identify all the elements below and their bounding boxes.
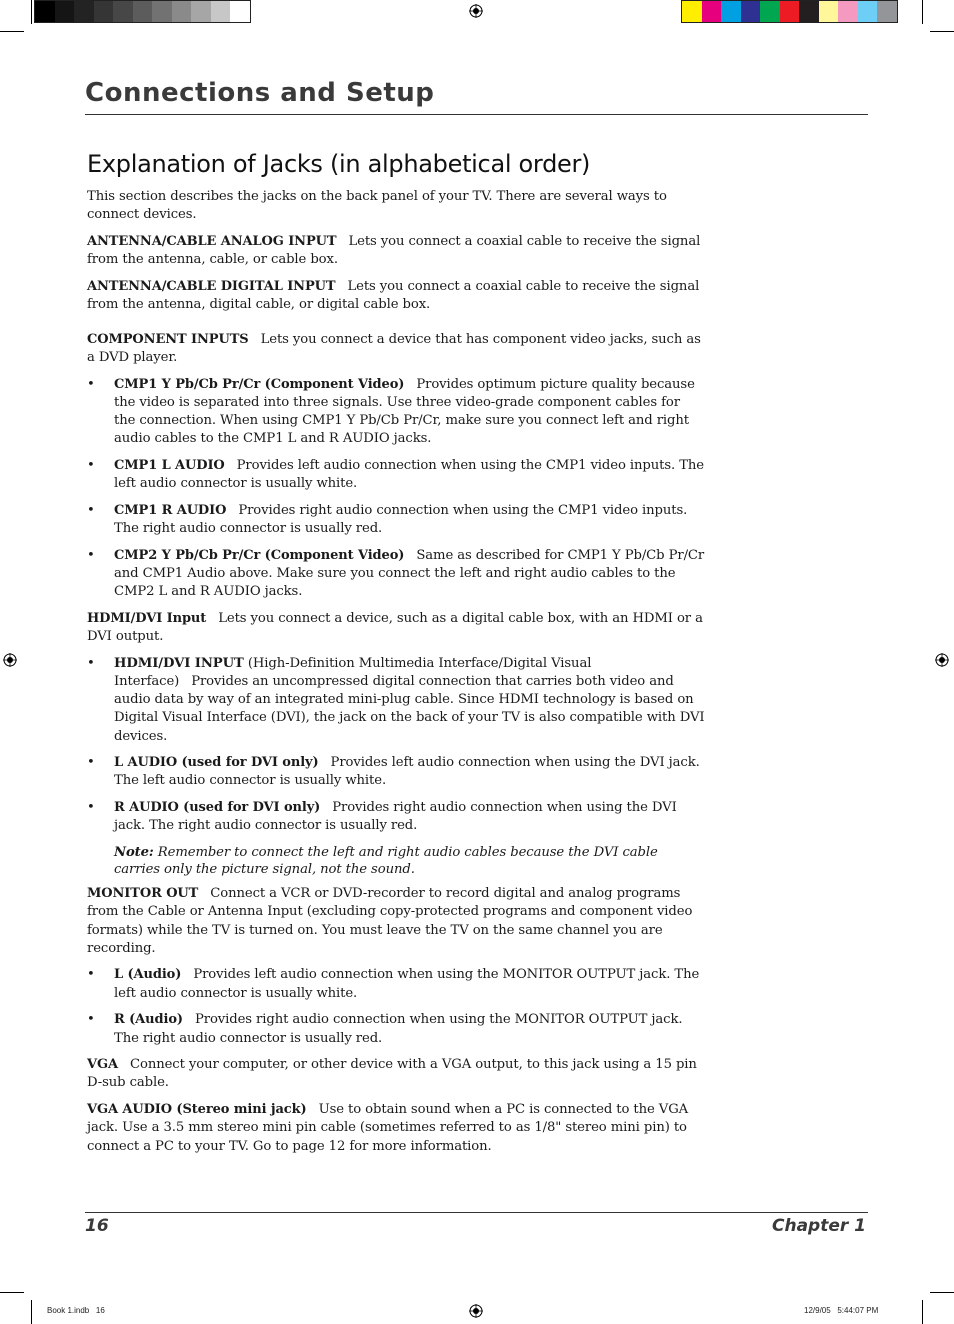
gray-swatch xyxy=(133,1,153,22)
item-text: Same as described for CMP1 Y Pb/Cb Pr/Cr and CMP1 Audio above. Make sure you connect the left and right audio cables to the CMP2 L and R AUDIO jacks. xyxy=(114,547,705,600)
bullet: • xyxy=(87,547,95,563)
monitor-out-entry xyxy=(87,885,705,958)
color-swatch xyxy=(819,1,839,22)
color-swatch xyxy=(741,1,761,22)
color-swatch xyxy=(721,1,741,22)
note-text: Remember to connect the left and right audio cables because the DVI cable carries only the picture signal, not the sound. xyxy=(114,845,658,878)
bullet: • xyxy=(87,457,95,473)
gray-swatch xyxy=(35,1,55,22)
item-term: HDMI/DVI INPUT xyxy=(114,655,244,671)
color-swatch xyxy=(780,1,800,22)
color-swatch xyxy=(858,1,878,22)
crop-mark xyxy=(930,31,954,32)
entry-text: Lets you connect a coaxial cable to receive the signal from the antenna, digital cable, or digital cable box. xyxy=(87,278,700,313)
main-content xyxy=(87,150,705,1164)
header-rule xyxy=(85,114,868,115)
color-swatch xyxy=(702,1,722,22)
footer-chapter-label: Chapter 1 xyxy=(771,1216,866,1236)
component-entry xyxy=(87,331,705,367)
entry-text: Use to obtain sound when a PC is connected to the VGA jack. Use a 3.5 mm stereo mini pin cable (sometimes referred to as 1/8" stereo mini pin) to connect a PC to your TV. Go to page 12 for more information. xyxy=(87,1102,689,1154)
gray-swatch xyxy=(191,1,211,22)
note-label: Note: xyxy=(114,845,154,861)
item-text: Provides left audio connection when using the CMP1 video inputs. The left audio connector is usually white. xyxy=(114,457,704,492)
bullet: • xyxy=(87,800,95,816)
crop-mark xyxy=(922,0,923,24)
crop-mark xyxy=(930,1292,954,1293)
list-item xyxy=(87,966,705,1002)
gray-swatch xyxy=(94,1,114,22)
component-list xyxy=(87,376,705,602)
entry-term: VGA xyxy=(87,1057,118,1073)
hdmi-entry xyxy=(87,610,705,646)
bullet: • xyxy=(87,502,95,518)
page-number: 16 xyxy=(85,1216,109,1236)
bullet: • xyxy=(87,755,95,771)
section-heading: Explanation of Jacks (in alphabetical order) xyxy=(87,150,591,178)
item-term: CMP2 Y Pb/Cb Pr/Cr (Component Video) xyxy=(114,547,405,563)
entry-term: ANTENNA/CABLE DIGITAL INPUT xyxy=(87,278,336,294)
item-text: Provides right audio connection when using the CMP1 video inputs. The right audio connector is usually red. xyxy=(114,502,688,537)
entry-term: VGA AUDIO (Stereo mini jack) xyxy=(87,1102,307,1118)
gray-swatch xyxy=(230,1,250,22)
item-term: R (Audio) xyxy=(114,1012,183,1028)
list-item xyxy=(87,799,705,835)
entry-text: Connect your computer, or other device with a VGA output, to this jack using a 15 pin D-sub cable. xyxy=(87,1057,697,1091)
item-text: Provides right audio connection when using the MONITOR OUTPUT jack. The right audio connector is usually red. xyxy=(114,1012,683,1046)
vga-entry xyxy=(87,1056,705,1092)
crop-mark xyxy=(0,1292,24,1293)
entry-term: MONITOR OUT xyxy=(87,886,199,902)
gray-swatch xyxy=(74,1,94,22)
gray-swatch xyxy=(113,1,133,22)
crop-mark xyxy=(922,1300,923,1324)
dvi-note xyxy=(87,844,705,878)
monitor-list xyxy=(87,966,705,1047)
entry-text: Lets you connect a coaxial cable to receive the signal from the antenna, cable, or cable box. xyxy=(87,233,701,268)
color-swatch xyxy=(682,1,702,22)
registration-mark-icon xyxy=(469,4,483,18)
crop-mark xyxy=(0,31,24,32)
spacer xyxy=(87,323,705,331)
bullet: • xyxy=(87,376,95,392)
entry-term: ANTENNA/CABLE ANALOG INPUT xyxy=(87,233,337,249)
bullet: • xyxy=(87,655,95,671)
item-text: Provides left audio connection when using the MONITOR OUTPUT jack. The left audio connector is usually white. xyxy=(114,967,700,1001)
list-item xyxy=(87,502,705,538)
print-slug-timestamp: 12/9/05 5:44:07 PM xyxy=(804,1306,879,1315)
gray-swatch xyxy=(172,1,192,22)
item-term: CMP1 Y Pb/Cb Pr/Cr (Component Video) xyxy=(114,376,405,392)
print-slug-file: Book 1.indb 16 xyxy=(47,1306,105,1315)
item-term: CMP1 R AUDIO xyxy=(114,502,227,518)
item-term: R AUDIO (used for DVI only) xyxy=(114,800,321,816)
crop-mark xyxy=(31,1300,32,1324)
gray-swatch xyxy=(55,1,75,22)
hdmi-list xyxy=(87,655,705,836)
item-term: L (Audio) xyxy=(114,967,182,983)
list-item xyxy=(87,547,705,602)
antenna-digital-entry xyxy=(87,278,705,314)
list-item xyxy=(87,655,705,746)
entry-term: HDMI/DVI Input xyxy=(87,610,207,626)
entry-term: COMPONENT INPUTS xyxy=(87,331,249,347)
color-calibration-bar xyxy=(681,0,898,23)
registration-mark-icon xyxy=(469,1304,483,1318)
gray-calibration-bar xyxy=(34,0,251,23)
registration-mark-icon xyxy=(3,653,17,667)
color-swatch xyxy=(799,1,819,22)
item-subterm: (High-Definition Multimedia Interface/Digital Visual Interface) xyxy=(114,655,592,689)
antenna-analog-entry xyxy=(87,233,705,269)
vga-audio-entry xyxy=(87,1101,705,1156)
item-text: Provides right audio connection when using the DVI jack. The right audio connector is usually red. xyxy=(114,800,677,834)
crop-mark xyxy=(31,0,32,24)
list-item xyxy=(87,457,705,493)
item-text: Provides an uncompressed digital connection that carries both video and audio data by way of an integrated mini-plug cable. Since HDMI technology is based on Digital Visual Interface (DVI), the jack on the back of your TV is also compatible with DVI devices. xyxy=(114,673,705,744)
entry-text: Lets you connect a device that has component video jacks, such as a DVD player. xyxy=(87,331,701,365)
item-text: Provides left audio connection when using the DVI jack. The left audio connector is usually white. xyxy=(114,755,700,789)
entry-text: Connect a VCR or DVD-recorder to record digital and analog programs from the Cable or Antenna Input (excluding copy-protected programs and component video formats) while the TV is turned on. You must leave the TV on the same channel you are recording. xyxy=(87,886,693,956)
item-term: CMP1 L AUDIO xyxy=(114,457,225,473)
list-item xyxy=(87,754,705,790)
color-swatch xyxy=(877,1,897,22)
list-item xyxy=(87,1011,705,1047)
footer-rule xyxy=(85,1212,868,1213)
bullet: • xyxy=(87,1012,95,1028)
entry-text: Lets you connect a device, such as a digital cable box, with an HDMI or a DVI output. xyxy=(87,610,703,645)
list-item xyxy=(87,376,705,449)
gray-swatch xyxy=(152,1,172,22)
color-swatch xyxy=(760,1,780,22)
chapter-title: Connections and Setup xyxy=(85,78,435,108)
gray-swatch xyxy=(211,1,231,22)
item-term: L AUDIO (used for DVI only) xyxy=(114,755,319,771)
registration-mark-icon xyxy=(935,653,949,667)
color-swatch xyxy=(838,1,858,22)
item-text: Provides optimum picture quality because the video is separated into three signals. Use three video-grade component cables for the connection. When using CMP1 Y Pb/Cb Pr/Cr, make sure you connect left and right audio cables to the CMP1 L and R AUDIO jacks. xyxy=(114,376,695,447)
bullet: • xyxy=(87,967,95,983)
intro-paragraph: This section describes the jacks on the back panel of your TV. There are several ways to connect devices. xyxy=(87,189,667,223)
